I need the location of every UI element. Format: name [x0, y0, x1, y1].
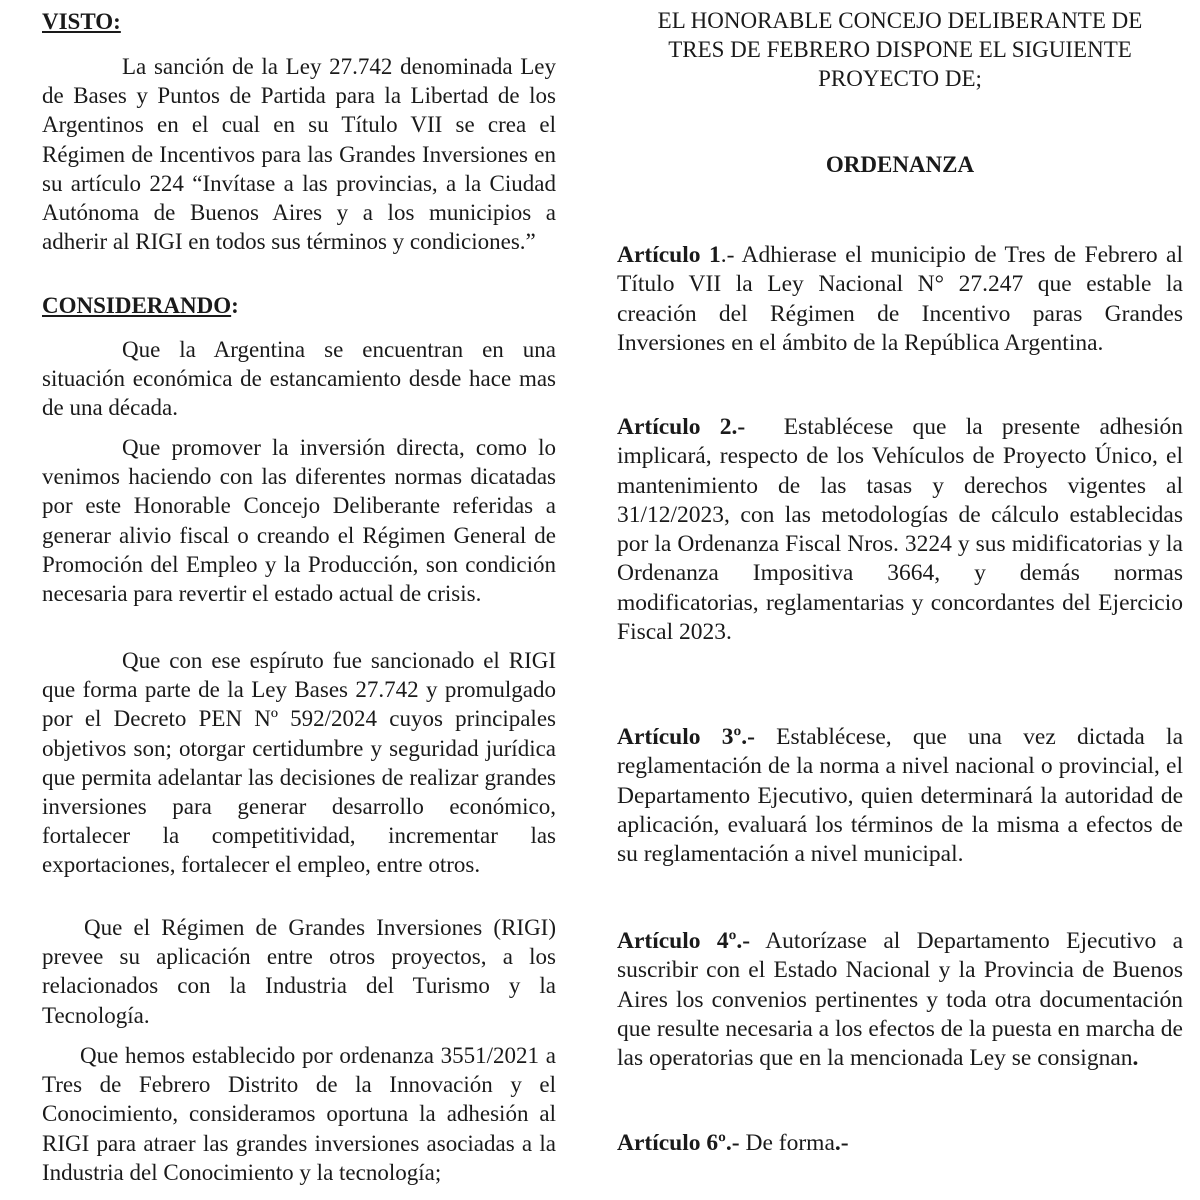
article-3-text: Establécese, que una vez dictada la reglamentación de la norma a nivel nacional o provincial, el Departamento Ejecutivo, quien determinará la autoridad de aplicación, evaluará los términos de la misma a efectos de su reglamentación a nivel municipal. [617, 724, 1184, 868]
considerando-paragraph-5 [42, 1041, 556, 1187]
article-1-label: Artículo 1 [617, 242, 721, 268]
article-6-trailing: .- [834, 1130, 849, 1156]
visto-heading: VISTO: [42, 9, 121, 34]
considerando-paragraph-4 [42, 913, 556, 1030]
article-3 [617, 723, 1183, 869]
considerando-heading [42, 291, 239, 320]
ordenanza-title: ORDENANZA [825, 152, 975, 177]
paragraph-text: Que con ese espíruto fue sancionado el RIGI que forma parte de la Ley Bases 27.742 y promulgado por el Decreto PEN Nº 592/2024 cuyos principales objetivos son; otorgar certidumbre y seguridad jurídica que permita adelantar las decisiones de realizar grandes inversiones para generar desarrollo económico, fortalecer la competitividad, incrementar las exportaciones, fortalecer el empleo, entre otros. [42, 648, 556, 878]
article-2 [617, 413, 1189, 647]
article-4 [617, 927, 1183, 1073]
article-2-label: Artículo 2.- [617, 414, 746, 440]
article-4-trailing: . [1132, 1045, 1139, 1072]
preamble-line-1: EL HONORABLE CONCEJO DELIBERANTE DE [657, 8, 1143, 33]
article-1 [617, 241, 1183, 358]
preamble-line-3: PROYECTO DE; [818, 66, 982, 91]
article-6-text: De forma [739, 1130, 835, 1156]
article-4-label: Artículo 4º.- [617, 928, 751, 954]
visto-text: La sanción de la Ley 27.742 denominada Ley de Bases y Puntos de Partida para la Libertad de los Argentinos en el cual en su Título VII se crea el Régimen de Incentivos para las Grandes Inversiones en su artículo 224 “Invítase a las provincias, a la Ciudad Autónoma de Buenos Aires y a los municipios a adherir al RIGI en todos sus términos y condiciones.” [42, 54, 556, 255]
article-2-text: Establécese que la presente adhesión implicará, respecto de los Vehículos de Proyecto Único, el mantenimiento de las tasas y derechos vigentes al 31/12/2023, con las metodologías de cálculo establecidas por la Ordenanza Fiscal Nros. 3224 y sus midificatorias y la Ordenanza Impositiva 3664, y demás normas modificatorias, reglamentarias y concordantes del Ejercicio Fiscal 2023. [617, 414, 1189, 646]
article-4-text: Autorízase al Departamento Ejecutivo a suscribir con el Estado Nacional y la Provincia de Buenos Aires los convenios pertinentes y toda otra documentación que resulte necesaria a los efectos de la puesta en marcha de las operatorias que en la mencionada Ley se consignan [617, 928, 1184, 1072]
paragraph-text: Que promover la inversión directa, como lo venimos haciendo con las diferentes normas dicatadas por este Honorable Concejo Deliberante referidas a generar alivio fiscal o creando el Régimen General de Promoción del Empleo y la Producción, son condición necesaria para revertir el estado actual de crisis. [42, 435, 556, 607]
considerando-paragraph-2 [42, 433, 556, 608]
article-1-text: .- Adhierase el municipio de Tres de Febrero al Título VII la Ley Nacional N° 27.247 que estable la creación del Régimen de Incentivo paras Grandes Inversiones en el ámbito de la República Argentina. [617, 242, 1183, 356]
considerando-label: CONSIDERANDO [42, 293, 232, 318]
considerando-paragraph-1 [42, 335, 556, 423]
article-3-label: Artículo 3º.- [617, 724, 755, 750]
article-6-label: Artículo 6º.- [617, 1130, 740, 1156]
article-6 [617, 1129, 1183, 1158]
paragraph-text: Que el Régimen de Grandes Inversiones (RIGI) prevee su aplicación entre otros proyectos, a los relacionados con la Industria del Turismo y la Tecnología. [42, 915, 556, 1028]
considerando-paragraph-3 [42, 646, 556, 880]
preamble-line-2: TRES DE FEBRERO DISPONE EL SIGUIENTE [668, 37, 1132, 62]
ordinance-preamble [617, 6, 1183, 93]
visto-paragraph [42, 52, 556, 256]
paragraph-text: Que hemos establecido por ordenanza 3551/2021 a Tres de Febrero Distrito de la Innovación y el Conocimiento, consideramos oportuna la adhesión al RIGI para atraer las grandes inversiones asociadas a la Industria del Conocimiento y la tecnología; [42, 1043, 556, 1185]
paragraph-text: Que la Argentina se encuentran en una situación económica de estancamiento desde hace mas de una década. [42, 337, 556, 421]
considerando-colon: : [231, 293, 239, 318]
